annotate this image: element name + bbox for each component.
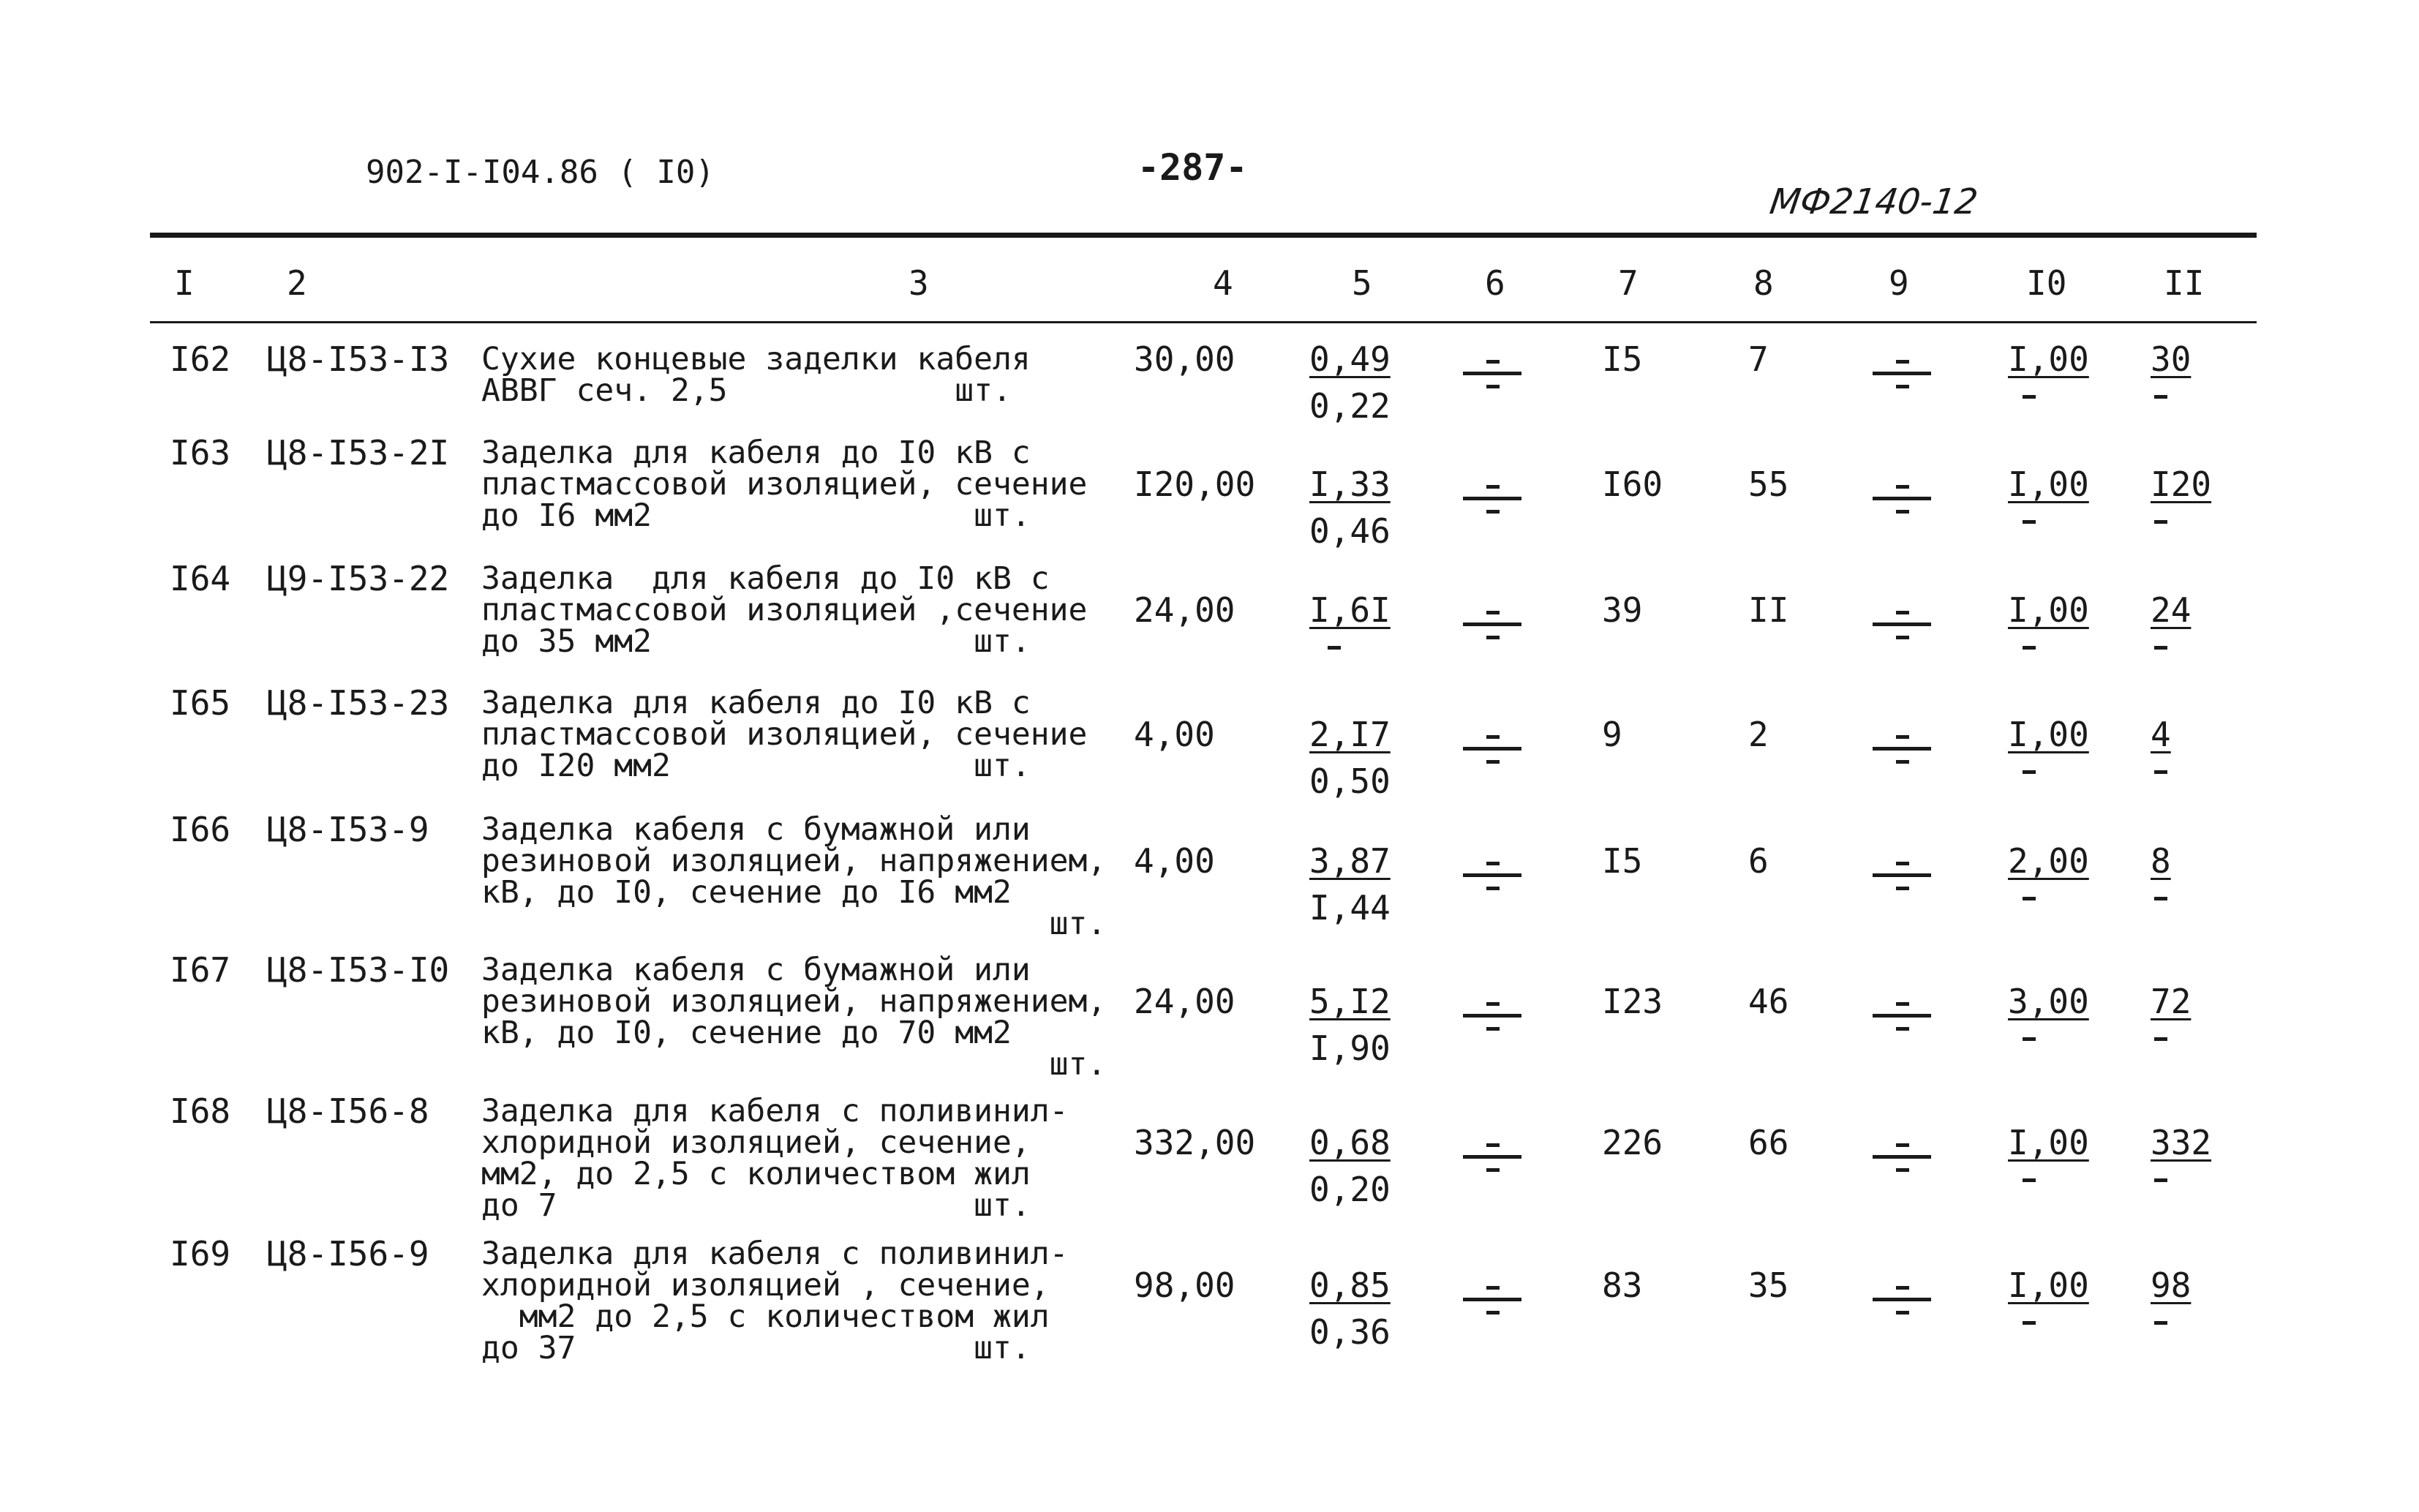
description-line: Сухие концевые заделки кабеля: [481, 341, 1031, 377]
row-col8-value: 2: [1748, 715, 1769, 754]
col11-underline-mark: [2154, 646, 2167, 650]
row-col5-top-value: 0,68: [1309, 1123, 1391, 1162]
row-col9-dash: [1873, 1135, 1931, 1178]
row-col6-dash: [1463, 602, 1521, 646]
row-col8-value: 46: [1748, 982, 1789, 1021]
description-line: хлоридной изоляцией, сечение,: [481, 1124, 1031, 1161]
col10-underline-mark: [2023, 1321, 2036, 1325]
dash-stroke: [1486, 1143, 1500, 1147]
row-col6-dash: [1463, 853, 1521, 897]
dash-stroke: [1896, 1002, 1909, 1006]
dash-stroke: [1896, 1286, 1909, 1290]
row-col11-value: 332: [2151, 1123, 2212, 1162]
col-10-number: I0: [2026, 263, 2067, 303]
col11-underline-mark: [2154, 1037, 2167, 1041]
dash-stroke: [1486, 485, 1500, 489]
dash-stroke: [1873, 372, 1931, 375]
row-col5-bottom-value: I,90: [1309, 1028, 1391, 1068]
row-col5-bottom-value: 0,22: [1309, 386, 1391, 426]
col-4-number: 4: [1213, 263, 1233, 303]
row-index: I65: [170, 683, 231, 723]
description-line: до I20 мм2 шт.: [481, 748, 1031, 784]
handwritten-stamp: МФ2140-12: [1767, 181, 1981, 222]
row-col10-value: I,00: [2008, 339, 2089, 379]
description-line: Заделка для кабеля до I0 кВ с: [481, 685, 1031, 721]
row-col5-top-value: 5,I2: [1309, 982, 1391, 1021]
row-col6-dash: [1463, 726, 1521, 770]
row-col11-value: I20: [2151, 464, 2212, 504]
row-col11-value: 4: [2151, 715, 2171, 754]
row-code: Ц8-I53-2I: [267, 433, 450, 473]
row-col8-value: 55: [1748, 464, 1789, 504]
row-description: [481, 952, 1107, 1083]
row-col10-value: 2,00: [2008, 841, 2089, 881]
dash-stroke: [1463, 747, 1521, 751]
description-line: АВВГ сеч. 2,5 шт.: [481, 372, 1012, 409]
row-col7-value: I5: [1602, 339, 1643, 379]
row-col9-dash: [1873, 853, 1931, 897]
col10-underline-mark: [2023, 1037, 2036, 1041]
description-line: шт.: [481, 1046, 1107, 1083]
dash-stroke: [1896, 1143, 1909, 1147]
row-col4-value: I20,00: [1134, 464, 1256, 504]
dash-stroke: [1486, 385, 1500, 388]
description-line: резиновой изоляцией, напряжением,: [481, 983, 1107, 1020]
description-line: Заделка для кабеля с поливинил-: [481, 1235, 1069, 1272]
dash-stroke: [1463, 1014, 1521, 1018]
row-col9-dash: [1873, 602, 1931, 646]
row-col9-dash: [1873, 1277, 1931, 1321]
dash-stroke: [1896, 360, 1909, 364]
col11-underline-mark: [2154, 1321, 2167, 1325]
description-line: до I6 мм2 шт.: [481, 497, 1031, 534]
col-3-number: 3: [908, 263, 929, 303]
row-col4-value: 24,00: [1134, 590, 1235, 630]
dash-stroke: [1873, 747, 1931, 751]
dash-stroke: [1896, 636, 1909, 639]
row-col5-top-value: 0,49: [1309, 339, 1391, 379]
dash-stroke: [1486, 760, 1500, 764]
row-code: Ц8-I53-23: [267, 683, 450, 723]
dash-stroke: [1486, 1286, 1500, 1290]
row-col7-value: 39: [1602, 590, 1643, 630]
row-index: I63: [170, 433, 231, 473]
row-description: [481, 341, 1031, 409]
row-col5-top-value: I,6I: [1309, 590, 1391, 630]
description-line: до 7 шт.: [481, 1187, 1031, 1224]
row-col11-value: 8: [2151, 841, 2171, 881]
description-line: кВ, до I0, сечение до I6 мм2: [481, 874, 1012, 911]
row-col11-value: 98: [2151, 1265, 2192, 1305]
dash-stroke: [1896, 485, 1909, 489]
document-code: 902-I-I04.86 ( I0): [366, 154, 715, 191]
table-top-rule: [150, 233, 2257, 238]
row-code: Ц8-I56-9: [267, 1234, 429, 1274]
row-col8-value: 35: [1748, 1265, 1789, 1305]
dash-stroke: [1896, 760, 1909, 764]
dash-stroke: [1873, 623, 1931, 626]
col10-underline-mark: [2023, 395, 2036, 399]
row-col10-value: I,00: [2008, 464, 2089, 504]
description-line: кВ, до I0, сечение до 70 мм2: [481, 1015, 1012, 1051]
dash-stroke: [1486, 1027, 1500, 1031]
col10-underline-mark: [2023, 520, 2036, 524]
dash-stroke: [1896, 385, 1909, 388]
row-col5-bottom-value: [1328, 646, 1341, 650]
dash-stroke: [1896, 611, 1909, 614]
row-col6-dash: [1463, 351, 1521, 395]
dash-stroke: [1896, 862, 1909, 865]
row-code: Ц8-I53-I3: [267, 339, 450, 379]
dash-stroke: [1873, 497, 1931, 500]
col10-underline-mark: [2023, 897, 2036, 900]
row-col8-value: 7: [1748, 339, 1769, 379]
row-col9-dash: [1873, 726, 1931, 770]
col-1-number: I: [174, 263, 195, 303]
row-col9-dash: [1873, 476, 1931, 520]
col11-underline-mark: [2154, 770, 2167, 774]
description-line: мм2, до 2,5 с количеством жил: [481, 1156, 1031, 1192]
dash-stroke: [1896, 887, 1909, 890]
col11-underline-mark: [2154, 520, 2167, 524]
row-col5-top-value: I,33: [1309, 464, 1391, 504]
row-col11-value: 72: [2151, 982, 2192, 1021]
dash-stroke: [1486, 1168, 1500, 1172]
dash-stroke: [1873, 873, 1931, 877]
row-col11-value: 24: [2151, 590, 2192, 630]
col10-underline-mark: [2023, 770, 2036, 774]
row-col7-value: 83: [1602, 1265, 1643, 1305]
description-line: Заделка для кабеля с поливинил-: [481, 1093, 1069, 1129]
row-col7-value: I5: [1602, 841, 1643, 881]
dash-stroke: [1463, 623, 1521, 626]
row-col10-value: I,00: [2008, 1265, 2089, 1305]
row-code: Ц8-I56-8: [267, 1091, 429, 1131]
description-line: резиновой изоляцией, напряжением,: [481, 843, 1107, 879]
row-col6-dash: [1463, 1277, 1521, 1321]
dash-stroke: [1873, 1155, 1931, 1159]
row-col7-value: I23: [1602, 982, 1663, 1021]
col-11-number: II: [2164, 263, 2205, 303]
description-line: пластмассовой изоляцией ,сечение: [481, 592, 1088, 628]
dash-stroke: [1896, 735, 1909, 739]
description-line: шт.: [481, 906, 1107, 942]
dash-stroke: [1873, 1014, 1931, 1018]
col11-underline-mark: [2154, 1178, 2167, 1182]
dash-stroke: [1486, 887, 1500, 890]
row-col5-bottom-value: 0,36: [1309, 1312, 1391, 1352]
row-col10-value: I,00: [2008, 715, 2089, 754]
dash-stroke: [1486, 1002, 1500, 1006]
col-9-number: 9: [1889, 263, 1909, 303]
row-description: [481, 685, 1088, 784]
dash-stroke: [1486, 360, 1500, 364]
row-col6-dash: [1463, 476, 1521, 520]
dash-stroke: [1896, 1027, 1909, 1031]
row-col8-value: II: [1748, 590, 1789, 630]
description-line: Заделка кабеля с бумажной или: [481, 811, 1031, 848]
dash-stroke: [1486, 1311, 1500, 1314]
row-col10-value: 3,00: [2008, 982, 2089, 1021]
description-line: хлоридной изоляцией , сечение,: [481, 1267, 1050, 1304]
dash-stroke: [1463, 372, 1521, 375]
row-index: I68: [170, 1091, 231, 1131]
description-line: до 35 мм2 шт.: [481, 623, 1031, 660]
col11-underline-mark: [2154, 897, 2167, 900]
table-header-rule: [150, 321, 2257, 323]
description-line: мм2 до 2,5 с количеством жил: [481, 1298, 1050, 1335]
row-index: I69: [170, 1234, 231, 1274]
dash-stroke: [1486, 862, 1500, 865]
row-description: [481, 560, 1088, 660]
row-col4-value: 332,00: [1134, 1123, 1256, 1162]
row-col5-top-value: 3,87: [1309, 841, 1391, 881]
row-index: I64: [170, 559, 231, 598]
row-col7-value: I60: [1602, 464, 1663, 504]
description-line: Заделка для кабеля до I0 кВ с: [481, 560, 1050, 597]
description-line: Заделка кабеля с бумажной или: [481, 952, 1031, 988]
row-description: [481, 437, 1087, 532]
dash-stroke: [1896, 510, 1909, 514]
row-col8-value: 6: [1748, 841, 1769, 881]
row-col9-dash: [1873, 993, 1931, 1037]
dash-stroke: [1463, 873, 1521, 877]
row-col9-dash: [1873, 351, 1931, 395]
row-col4-value: 4,00: [1134, 841, 1215, 881]
dash-stroke: [1873, 1298, 1931, 1301]
row-col8-value: 66: [1748, 1123, 1789, 1162]
row-col4-value: 98,00: [1134, 1265, 1235, 1305]
row-col4-value: 24,00: [1134, 982, 1235, 1021]
row-index: I67: [170, 950, 231, 990]
row-index: I66: [170, 810, 231, 849]
col10-underline-mark: [2023, 646, 2036, 650]
col-2-number: 2: [287, 263, 307, 303]
row-description: [481, 1093, 1069, 1224]
row-index: I62: [170, 339, 231, 379]
dash-stroke: [1486, 735, 1500, 739]
row-description: [481, 811, 1107, 942]
row-col5-bottom-value: 0,46: [1309, 511, 1391, 551]
row-col5-bottom-value: I,44: [1309, 888, 1391, 928]
row-code: Ц9-I53-22: [267, 559, 450, 598]
description-line: пластмассовой изоляцией, сечение: [481, 466, 1088, 503]
description-line: Заделка для кабеля до I0 кВ с: [481, 435, 1031, 471]
col-8-number: 8: [1753, 263, 1774, 303]
description-line: до 37 шт.: [481, 1330, 1031, 1366]
description-line: пластмассовой изоляцией, сечение: [481, 716, 1088, 753]
dash-stroke: [1463, 1298, 1521, 1301]
dash-stroke: [1463, 1155, 1521, 1159]
row-code: Ц8-I53-9: [267, 810, 429, 849]
row-col4-value: 30,00: [1134, 339, 1235, 379]
col-7-number: 7: [1618, 263, 1639, 303]
dash-stroke: [1486, 510, 1500, 514]
row-col10-value: I,00: [2008, 1123, 2089, 1162]
col-5-number: 5: [1352, 263, 1372, 303]
row-col5-bottom-value: 0,50: [1309, 761, 1391, 801]
col11-underline-mark: [2154, 395, 2167, 399]
row-col5-bottom-value: 0,20: [1309, 1170, 1391, 1209]
row-col11-value: 30: [2151, 339, 2192, 379]
dash-stroke: [1463, 497, 1521, 500]
row-code: Ц8-I53-I0: [267, 950, 450, 990]
dash-stroke: [1486, 611, 1500, 614]
dash-stroke: [1486, 636, 1500, 639]
page-number: -287-: [1137, 146, 1248, 189]
dash-stroke: [1896, 1168, 1909, 1172]
dash-stroke: [1896, 1311, 1909, 1314]
row-col7-value: 9: [1602, 715, 1622, 754]
row-col5-top-value: 2,I7: [1309, 715, 1391, 754]
row-col7-value: 226: [1602, 1123, 1663, 1162]
row-description: [481, 1235, 1069, 1366]
row-col6-dash: [1463, 1135, 1521, 1178]
row-col6-dash: [1463, 993, 1521, 1037]
row-col5-top-value: 0,85: [1309, 1265, 1391, 1305]
row-col4-value: 4,00: [1134, 715, 1215, 754]
col-6-number: 6: [1485, 263, 1505, 303]
col10-underline-mark: [2023, 1178, 2036, 1182]
row-col10-value: I,00: [2008, 590, 2089, 630]
